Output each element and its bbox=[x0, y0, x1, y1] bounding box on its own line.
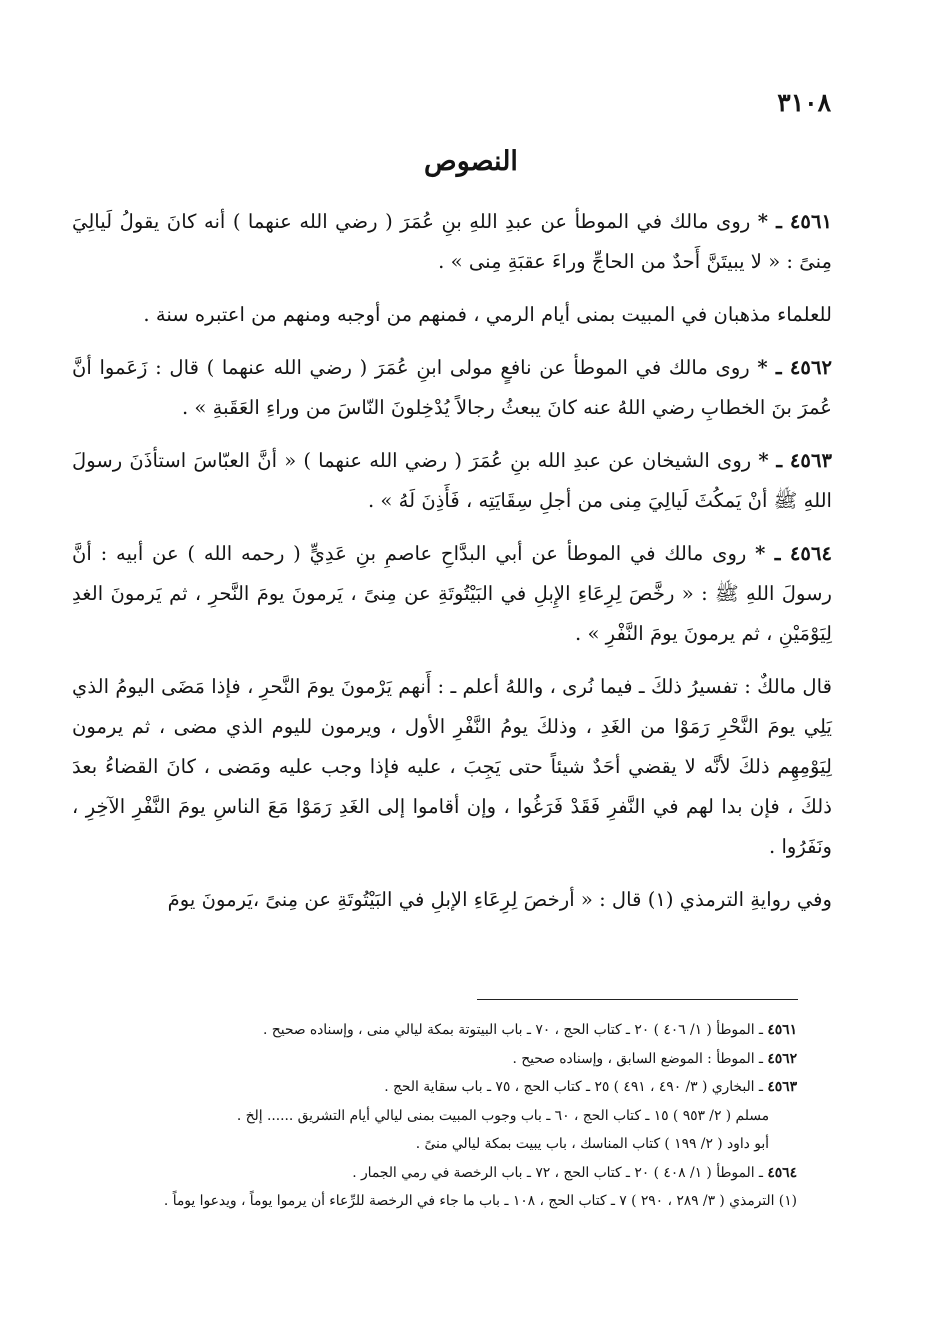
paragraph-text: قال مالكٌ : تفسيرُ ذلكَ ـ فيما نُرى ، واللهُ أعلم ـ : أَنهم يَرْمونَ يومَ النَّحرِ ، فإذا مَضَى اليومُ الذي يَلِي يومَ النَّحْرِ رَمَوْا من الغَدِ ، وذلكَ يومُ النَّفْرِ الأول ، ويرمون لليوم الذي مضى ، ثم يرمون لِيَوْمِهِم ذلكَ لأنَّه لا يقضي أحَدٌ شيئاً حتى يَجِبَ ، عليه فإذا وجب عليه ومَضى ، كانَ القضاءُ بعدَ ذلكَ ، فإن بدا لهم في النَّفرِ فَقَدْ فَرَغُوا ، وإن أقاموا إلى الغَدِ رَمَوْا مَعَ الناسِ يومَ النَّفْرِ الآخِرِ ، ونَفَرُوا . bbox=[72, 675, 832, 858]
footnote-number: ٤٥٦٣ bbox=[767, 1079, 797, 1095]
footnote-4564 bbox=[66, 1159, 797, 1188]
body-text bbox=[72, 202, 832, 920]
paragraph-text: روى مالك في الموطأ عن نافعٍ مولى ابنِ عُمَرَ ( رضي الله عنهما ) قال : زَعَموا أنَّ عُمرَ بنَ الخطابِ رضي اللهُ عنه كانَ يبعثُ رجالاً يُدْخِلونَ النّاسَ من وراءِ العَقَبةِ » . bbox=[72, 356, 832, 419]
footnote-text: (١) الترمذي ( ٣/ ٢٨٩ ، ٢٩٠ ) ٧ ـ كتاب الحج ، ١٠٨ ـ باب ما جاء في الرخصة للرِّعاء أن يرموا يوماً ، ويدعوا يوماً . bbox=[163, 1193, 797, 1209]
section-title: النصوص bbox=[424, 146, 518, 177]
footnote-4561 bbox=[66, 1016, 797, 1045]
footnote-text: مسلم ( ٢/ ٩٥٣ ) ١٥ ـ كتاب الحج ، ٦٠ ـ باب وجوب المبيت بمنى ليالي أيام التشريق ...... إلخ . bbox=[236, 1107, 769, 1124]
hadith-4562 bbox=[72, 348, 832, 428]
paragraph-text: روى مالك في الموطأ عن أبي البدَّاحِ عاصمِ بنِ عَدِيٍّ ( رحمه الله ) عن أبيه : أنَّ رسولَ اللهِ ﷺ : « رخَّصَ لِرِعَاءِ الإِبلِ في البَيْتُوتَةِ عن مِنىً ، يَرمونَ يومَ النَّحرِ ، ثم يَرمونَ الغدِ لِيَوْمَيْنِ ، ثم يرمونَ يومَ النَّفْرِ » . bbox=[72, 542, 832, 645]
footnote-4562 bbox=[66, 1045, 797, 1074]
malik-commentary bbox=[72, 667, 832, 867]
hadith-number: ٤٥٦١ ـ * bbox=[757, 210, 832, 233]
scholars-note bbox=[72, 295, 832, 335]
paragraph-text: وفي روايةِ الترمذي (١) قال : « أرخصَ لِرِعَاءِ الإبلِ في البَيْتُوتَةِ عن مِنىً ،يَرمونَ يومَ bbox=[167, 888, 832, 911]
footnote-number: ٤٥٦٢ bbox=[767, 1050, 797, 1067]
paragraph-text: روى مالك في الموطأ عن عبدِ اللهِ بنِ عُمَرَ ( رضي الله عنهما ) أنه كانَ يقولُ لَيالِيَ مِنىً : « لا يبيتَنَّ أَحدٌ من الحاجِّ وراءَ عقبَةِ مِنى » . bbox=[72, 210, 832, 273]
page-number: ٣١٠٨ bbox=[777, 88, 831, 117]
hadith-4564 bbox=[72, 534, 832, 654]
footnote-4563-abudawud bbox=[66, 1130, 797, 1159]
footnote-4563 bbox=[66, 1073, 797, 1102]
hadith-number: ٤٥٦٢ ـ * bbox=[757, 356, 832, 379]
footnote-text: ـ الموطأ : الموضع السابق ، وإسناده صحيح . bbox=[512, 1050, 768, 1067]
footnote-number: ٤٥٦١ bbox=[767, 1022, 797, 1038]
paragraph-text: للعلماء مذهبان في المبيت بمنى أيام الرمي ، فمنهم من أوجبه ومنهم من اعتبره سنة . bbox=[143, 303, 832, 326]
footnote-text: أبو داود ( ٢/ ١٩٩ ) كتاب المناسك ، باب يبيت بمكة ليالي منىً . bbox=[415, 1136, 769, 1152]
tirmidhi-narration bbox=[72, 880, 832, 920]
footnote-divider bbox=[477, 999, 798, 1000]
hadith-4563 bbox=[72, 441, 832, 521]
footnote-number: ٤٥٦٤ bbox=[767, 1164, 797, 1181]
footnote-tirmidhi bbox=[66, 1187, 797, 1216]
footnotes bbox=[66, 1016, 797, 1216]
footnote-text: ـ البخاري ( ٣/ ٤٩٠ ، ٤٩١ ) ٢٥ ـ كتاب الحج ، ٧٥ ـ باب سقاية الحج . bbox=[384, 1079, 768, 1095]
footnote-4563-muslim bbox=[66, 1102, 797, 1131]
hadith-4561 bbox=[72, 202, 832, 282]
footnote-text: ـ الموطأ ( ١/ ٤٠٦ ) ٢٠ ـ كتاب الحج ، ٧٠ ـ باب البيتوتة بمكة ليالي منى ، وإسناده صحيح . bbox=[263, 1022, 768, 1038]
hadith-number: ٤٥٦٤ ـ * bbox=[755, 542, 832, 565]
footnote-text: ـ الموطأ ( ١/ ٤٠٨ ) ٢٠ ـ كتاب الحج ، ٧٢ ـ باب الرخصة في رمي الجمار . bbox=[352, 1164, 768, 1181]
hadith-number: ٤٥٦٣ ـ * bbox=[758, 449, 832, 472]
paragraph-text: روى الشيخان عن عبدِ الله بنِ عُمَرَ ( رضي الله عنهما ) « أنَّ العبّاسَ استأذَنَ رسولَ اللهِ ﷺ أنْ يَمكُثَ لَيالِيَ مِنى من أجلِ سِقَايَتِه ، فَأَذِنَ لَهُ » . bbox=[72, 449, 832, 512]
